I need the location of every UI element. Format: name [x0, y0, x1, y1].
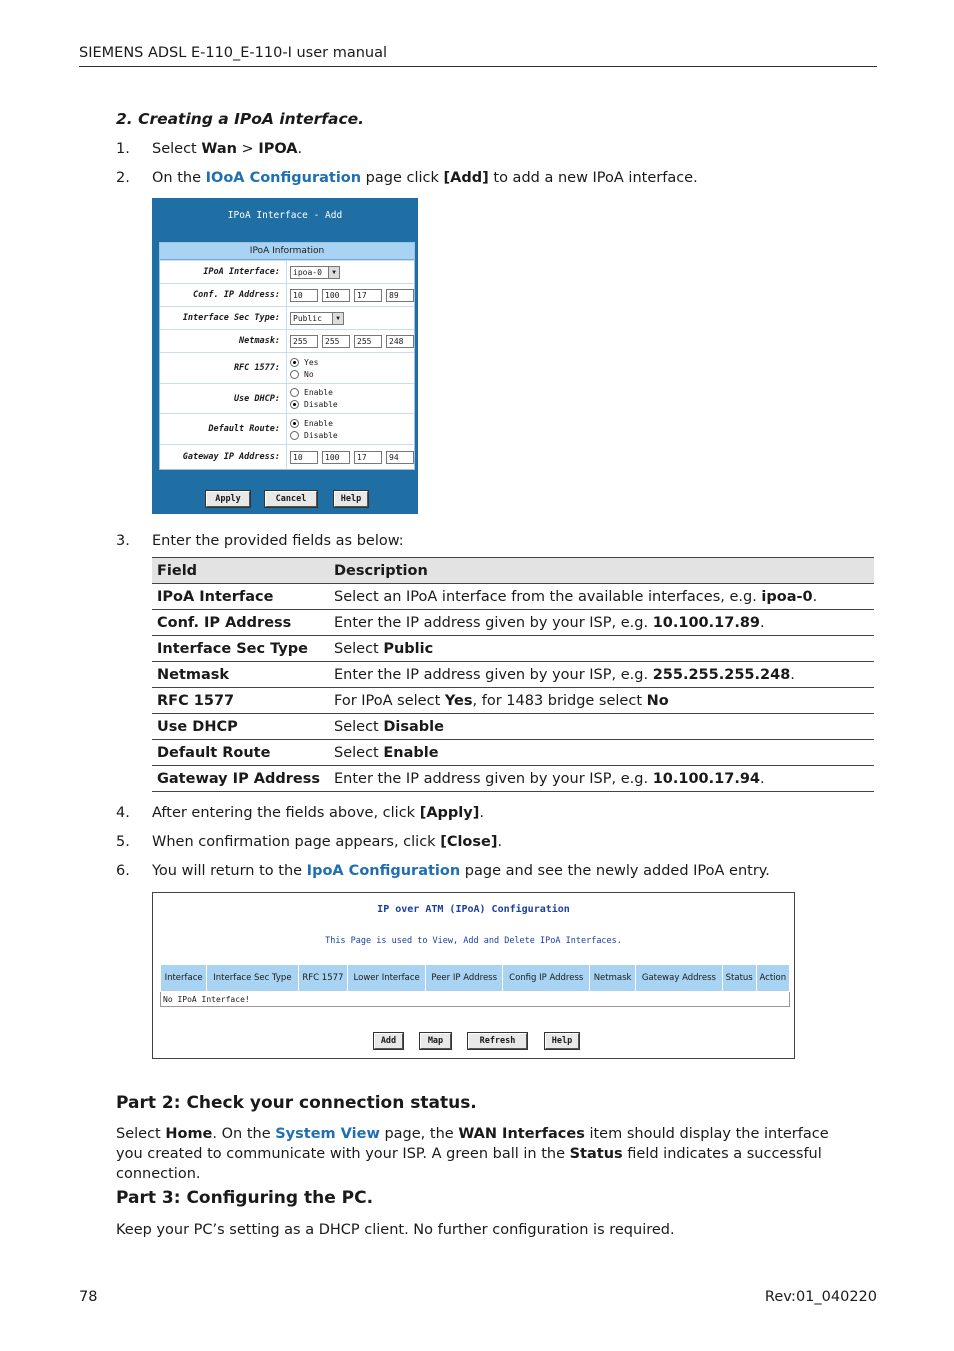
- ipoa-config-table: [160, 964, 790, 1007]
- page-number: 78: [79, 1289, 98, 1305]
- gateway-octet-2[interactable]: 100: [322, 451, 350, 464]
- step-4-number: 4.: [116, 805, 130, 821]
- step-6-number: 6.: [116, 863, 130, 879]
- label-rfc: RFC 1577:: [160, 353, 287, 383]
- help-button[interactable]: Help: [545, 1033, 579, 1049]
- col-lower-interface: Lower Interface: [348, 965, 426, 992]
- label-interface: IPoA Interface:: [160, 261, 287, 283]
- column-header-description: Description: [329, 558, 874, 584]
- conf-ip-octet-2[interactable]: 100: [322, 289, 350, 302]
- refresh-button[interactable]: Refresh: [468, 1033, 527, 1049]
- step-6-text: You will return to the IpoA Configuration page and see the newly added IPoA entry.: [152, 863, 770, 879]
- ipoa-add-screenshot: [152, 198, 418, 514]
- col-gateway: Gateway Address: [636, 965, 723, 992]
- empty-table-message: No IPoA Interface!: [161, 992, 790, 1007]
- ipoa-config-screenshot: [152, 892, 795, 1059]
- interface-select[interactable]: ipoa-0 ▼: [290, 266, 340, 279]
- netmask-octet-4[interactable]: 248: [386, 335, 414, 348]
- table-header-row: [152, 558, 874, 584]
- section-title: 2. Creating a IPoA interface.: [116, 110, 365, 128]
- conf-ip-octet-1[interactable]: 10: [290, 289, 318, 302]
- step-2-number: 2.: [116, 170, 130, 186]
- system-view-link[interactable]: System View: [275, 1126, 380, 1142]
- table-row: RFC 1577 For IPoA select Yes, for 1483 bridge select No: [152, 688, 874, 714]
- label-netmask: Netmask:: [160, 330, 287, 352]
- table-row: Interface Sec Type Select Public: [152, 636, 874, 662]
- col-config-ip: Config IP Address: [503, 965, 590, 992]
- part-2-paragraph: Select Home. On the System View page, the WAN Interfaces item should display the interface you created to communicate with your ISP. A green ball in the Status field indicates a successful connection.: [116, 1126, 829, 1182]
- ipoa-info-table: [159, 242, 415, 470]
- ipoa-info-header: IPoA Information: [160, 243, 414, 260]
- table-row: IPoA Interface Select an IPoA interface from the available interfaces, e.g. ipoa-0.: [152, 584, 874, 610]
- header-rule: [79, 66, 877, 67]
- label-route: Default Route:: [160, 414, 287, 444]
- col-netmask: Netmask: [590, 965, 636, 992]
- col-interface: Interface: [161, 965, 207, 992]
- row-rfc: [160, 352, 414, 383]
- ipoa-config-link[interactable]: IOoA Configuration: [205, 170, 362, 186]
- step-5-number: 5.: [116, 834, 130, 850]
- step-4-text: After entering the fields above, click [Apply].: [152, 805, 484, 821]
- table-row: Gateway IP Address Enter the IP address given by your ISP, e.g. 10.100.17.94.: [152, 766, 874, 792]
- netmask-octet-1[interactable]: 255: [290, 335, 318, 348]
- gateway-octet-1[interactable]: 10: [290, 451, 318, 464]
- field-description-table: [152, 557, 874, 792]
- chevron-down-icon: ▼: [328, 267, 339, 278]
- rfc-yes-radio[interactable]: Yes: [290, 356, 414, 368]
- step-5-text: When confirmation page appears, click [Close].: [152, 834, 503, 850]
- conf-ip-octet-4[interactable]: 89: [386, 289, 414, 302]
- ipoa-config-subtitle: This Page is used to View, Add and Delete IPoA Interfaces.: [325, 936, 622, 946]
- label-sec-type: Interface Sec Type:: [160, 307, 287, 329]
- col-rfc: RFC 1577: [298, 965, 348, 992]
- column-header-field: Field: [152, 558, 329, 584]
- label-conf-ip: Conf. IP Address:: [160, 284, 287, 306]
- row-gateway: [160, 444, 414, 469]
- col-status: Status: [722, 965, 756, 992]
- page-header: SIEMENS ADSL E-110_E-110-I user manual: [79, 45, 387, 61]
- gateway-octet-4[interactable]: 94: [386, 451, 414, 464]
- step-3-text: Enter the provided fields as below:: [152, 533, 404, 549]
- label-gateway: Gateway IP Address:: [160, 445, 287, 469]
- part-3-paragraph: Keep your PC’s setting as a DHCP client. No further configuration is required.: [116, 1222, 675, 1238]
- netmask-octet-2[interactable]: 255: [322, 335, 350, 348]
- apply-button[interactable]: Apply: [206, 491, 250, 507]
- col-peer-ip: Peer IP Address: [426, 965, 503, 992]
- help-button[interactable]: Help: [334, 491, 368, 507]
- step-3-number: 3.: [116, 533, 130, 549]
- netmask-octet-3[interactable]: 255: [354, 335, 382, 348]
- ipoa-add-title: IPoA Interface - Add: [227, 210, 343, 221]
- route-enable-radio[interactable]: Enable: [290, 417, 414, 429]
- table-row: Default Route Select Enable: [152, 740, 874, 766]
- route-disable-radio[interactable]: Disable: [290, 429, 414, 441]
- row-sec-type: [160, 306, 414, 329]
- revision-label: Rev:01_040220: [764, 1289, 877, 1305]
- ipoa-configuration-link[interactable]: IpoA Configuration: [306, 863, 461, 879]
- step-number: 1.: [116, 141, 130, 157]
- row-route: [160, 413, 414, 444]
- add-button[interactable]: Add: [374, 1033, 403, 1049]
- conf-ip-octet-3[interactable]: 17: [354, 289, 382, 302]
- ipoa-config-title: IP over ATM (IPoA) Configuration: [377, 904, 570, 915]
- table-row: Conf. IP Address Enter the IP address given by your ISP, e.g. 10.100.17.89.: [152, 610, 874, 636]
- col-action: Action: [756, 965, 789, 992]
- row-netmask: [160, 329, 414, 352]
- map-button[interactable]: Map: [420, 1033, 451, 1049]
- table-row: [161, 992, 790, 1007]
- step-1: [116, 141, 130, 157]
- row-interface: [160, 260, 414, 283]
- row-dhcp: [160, 383, 414, 413]
- sec-type-select[interactable]: Public ▼: [290, 312, 344, 325]
- part-3-heading: Part 3: Configuring the PC.: [116, 1188, 374, 1208]
- col-sec-type: Interface Sec Type: [207, 965, 298, 992]
- table-row: Use DHCP Select Disable: [152, 714, 874, 740]
- table-row: Netmask Enter the IP address given by your ISP, e.g. 255.255.255.248.: [152, 662, 874, 688]
- dhcp-enable-radio[interactable]: Enable: [290, 387, 414, 399]
- dhcp-disable-radio[interactable]: Disable: [290, 399, 414, 411]
- label-dhcp: Use DHCP:: [160, 384, 287, 413]
- rfc-no-radio[interactable]: No: [290, 368, 414, 380]
- step-1-text: Select Wan > IPOA.: [152, 141, 303, 157]
- step-2-text: On the IOoA Configuration page click [Add] to add a new IPoA interface.: [152, 170, 698, 186]
- gateway-octet-3[interactable]: 17: [354, 451, 382, 464]
- cancel-button[interactable]: Cancel: [265, 491, 317, 507]
- row-conf-ip: [160, 283, 414, 306]
- chevron-down-icon: ▼: [332, 313, 343, 324]
- part-2-heading: Part 2: Check your connection status.: [116, 1093, 477, 1113]
- ipoa-config-header-row: [161, 965, 790, 992]
